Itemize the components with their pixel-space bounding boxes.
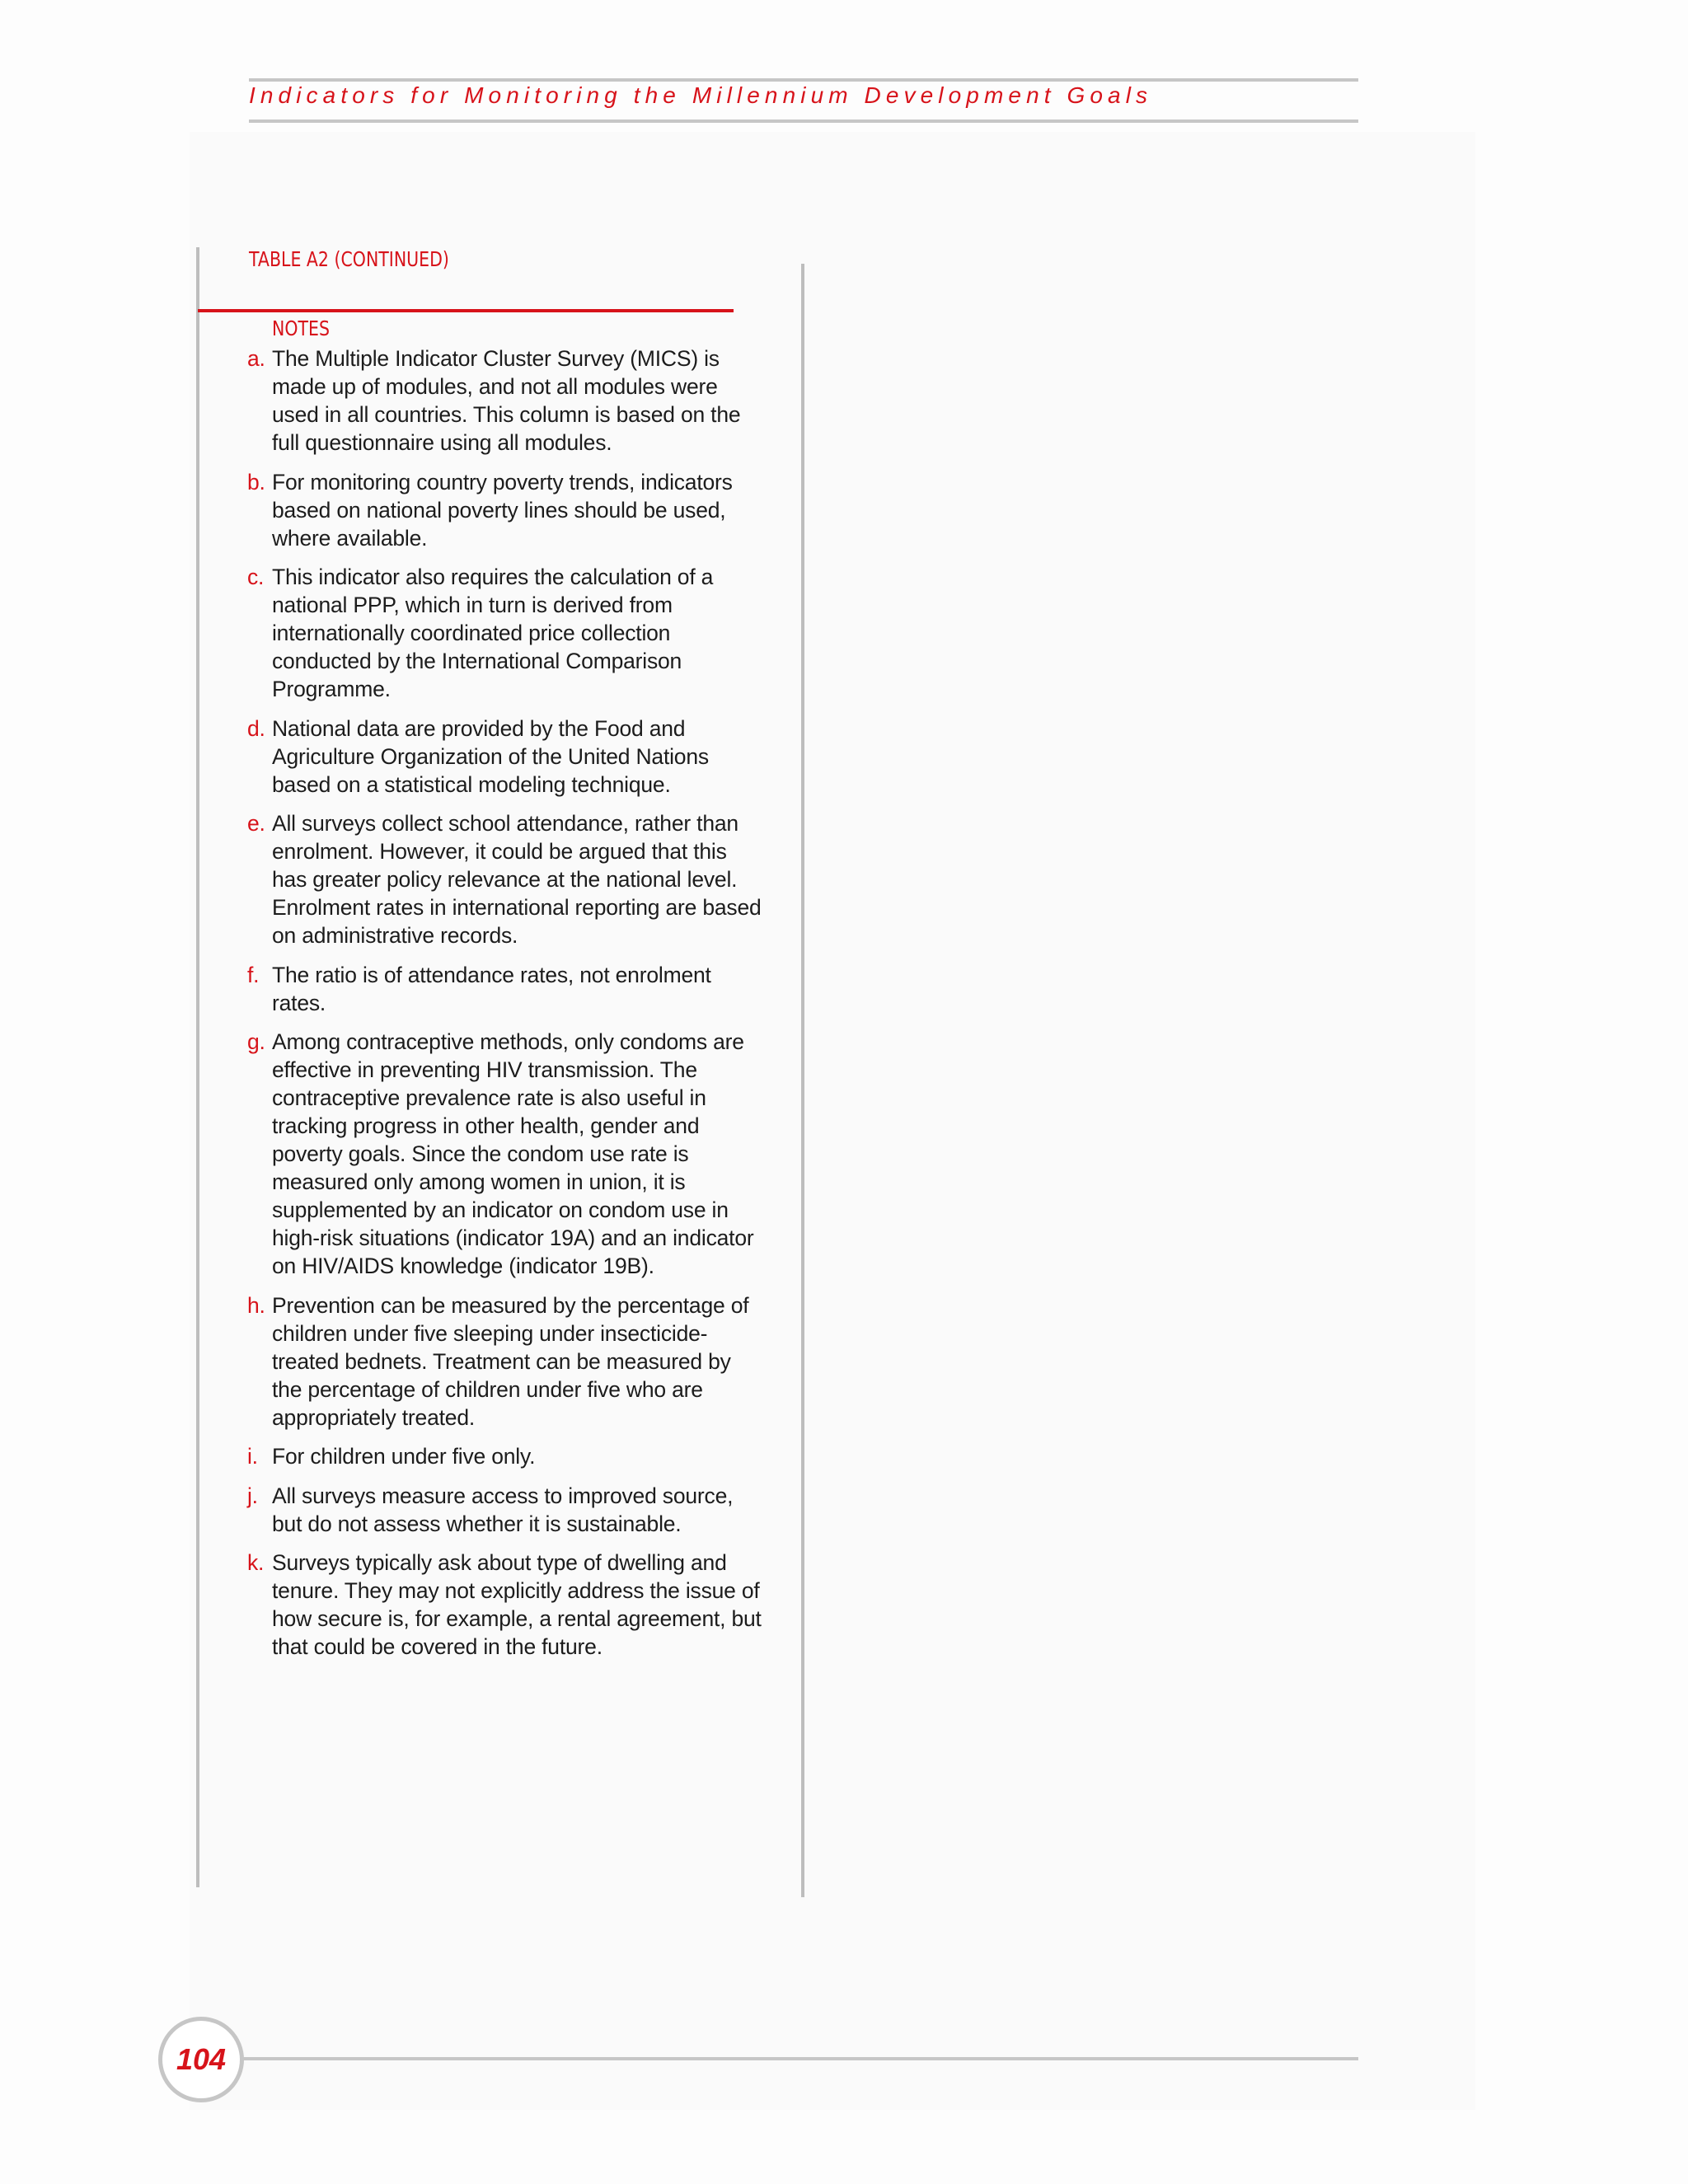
note-letter: a. — [247, 346, 265, 371]
header-top-rule — [249, 78, 1358, 82]
note-letter: i. — [247, 1444, 258, 1469]
note-item — [247, 563, 762, 703]
note-letter: g. — [247, 1029, 265, 1054]
note-item — [247, 715, 762, 799]
note-letter: k. — [247, 1550, 265, 1575]
note-item — [247, 344, 762, 457]
notes-list — [247, 344, 762, 1672]
note-item — [247, 468, 762, 552]
note-letter: b. — [247, 469, 265, 494]
note-letter: e. — [247, 811, 265, 836]
notes-heading: NOTES — [272, 316, 330, 340]
page-number: 104 — [176, 2042, 227, 2076]
note-text: All surveys collect school attendance, rather than enrolment. However, it could be argued that this has greater policy relevance at the national level. Enrolment rates in international reporting are based on administrative records. — [272, 811, 762, 948]
note-letter: d. — [247, 715, 265, 741]
note-text: Prevention can be measured by the percentage of children under five sleeping under insecticide-treated bednets. Treatment can be measured by the percentage of children under five who are appropriately treated. — [272, 1292, 749, 1430]
note-letter: c. — [247, 565, 265, 589]
note-item — [247, 809, 762, 949]
table-label-rule — [198, 309, 734, 312]
note-item — [247, 1442, 762, 1470]
footer-rule — [239, 2057, 1358, 2060]
header-bottom-rule — [249, 120, 1358, 123]
note-text: The ratio is of attendance rates, not enrolment rates. — [272, 962, 711, 1015]
page-number-badge — [158, 2017, 244, 2102]
note-text: The Multiple Indicator Cluster Survey (MICS) is made up of modules, and not all modules were used in all countries. This column is based on the full questionnaire using all modules. — [272, 346, 741, 455]
note-text: National data are provided by the Food and Agriculture Organization of the United Nations based on a statistical modeling technique. — [272, 715, 709, 797]
note-item — [247, 1549, 762, 1661]
note-text: This indicator also requires the calculation of a national PPP, which in turn is derived from internationally coordinated price collection conducted by the International Comparison Programme. — [272, 565, 714, 701]
running-header-title: Indicators for Monitoring the Millennium Development Goals — [249, 82, 1153, 108]
note-letter: f. — [247, 962, 260, 987]
note-item — [247, 961, 762, 1017]
note-item — [247, 1028, 762, 1280]
left-column-rule — [196, 247, 199, 1887]
note-text: All surveys measure access to improved source, but do not assess whether it is sustainable. — [272, 1483, 734, 1536]
note-letter: j. — [247, 1483, 258, 1508]
note-item — [247, 1482, 762, 1538]
note-letter: h. — [247, 1292, 265, 1318]
note-text: Among contraceptive methods, only condoms are effective in preventing HIV transmission. The contraceptive prevalence rate is also useful in tracking progress in other health, gender and poverty goals. Since the condom use rate is measured only among women in union, it is supplemented by an indicator on condom use in high-risk situations (indicator 19A) and an indicator on HIV/AIDS knowledge (indicator 19B). — [272, 1029, 754, 1278]
middle-column-rule — [801, 264, 804, 1897]
note-text: Surveys typically ask about type of dwelling and tenure. They may not explicitly address the issue of how secure is, for example, a rental agreement, but that could be covered in the future. — [272, 1550, 762, 1659]
note-text: For children under five only. — [272, 1444, 536, 1469]
note-text: For monitoring country poverty trends, indicators based on national poverty lines should be used, where available. — [272, 469, 733, 551]
note-item — [247, 1291, 762, 1432]
table-label: TABLE A2 (CONTINUED) — [249, 247, 449, 271]
